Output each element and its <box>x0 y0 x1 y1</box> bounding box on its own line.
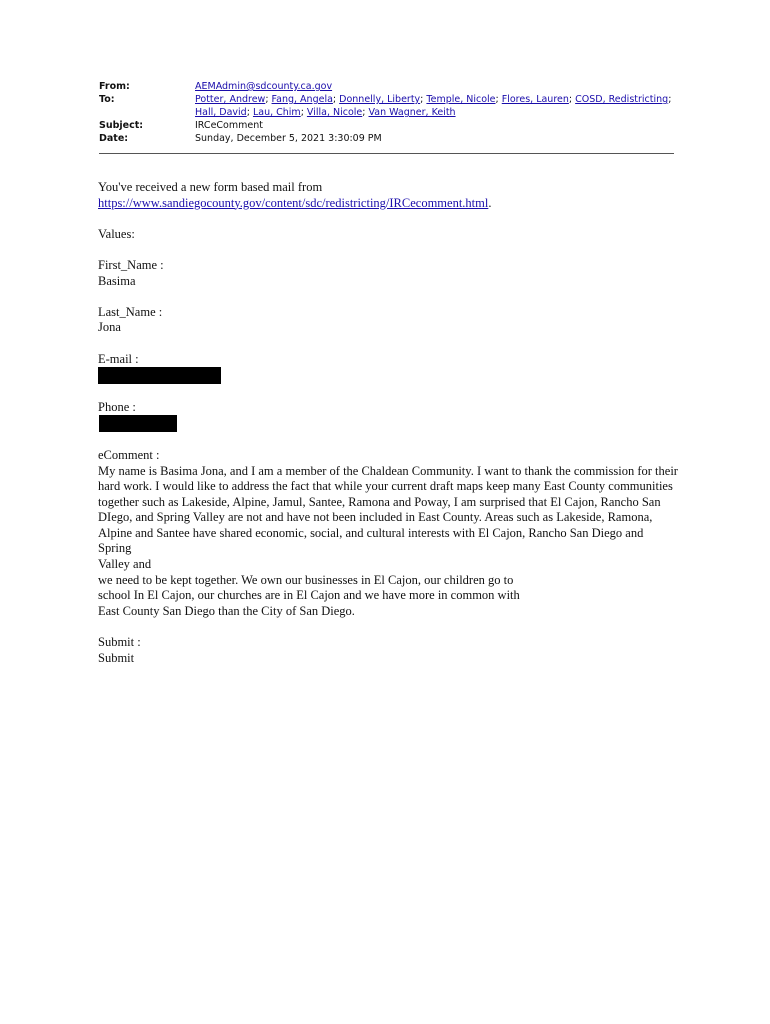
email-body <box>98 180 678 682</box>
recipient-list: Potter, Andrew; Fang, Angela; Donnelly, Liberty; Temple, Nicole; Flores, Lauren; COSD, Redistricting; Hall, David; Lau, Chim; Villa, Nicole; Van Wagner, Keith <box>195 94 672 118</box>
recipient-link[interactable]: COSD, Redistricting <box>575 94 669 105</box>
recipient-link[interactable]: Flores, Lauren <box>501 94 569 105</box>
subject-row <box>99 119 674 132</box>
email-header <box>99 80 674 145</box>
recipient-link[interactable]: Donnelly, Liberty <box>339 94 421 105</box>
ecomment-line: East County San Diego than the City of San Diego. <box>98 603 355 618</box>
recipient-link[interactable]: Temple, Nicole <box>426 94 496 105</box>
submit-value: Submit <box>98 650 135 665</box>
values-label: Values: <box>98 226 135 241</box>
subject-label: Subject: <box>99 120 144 131</box>
subject-value: IRCeComment <box>195 120 263 131</box>
ecomment-line: My name is Basima Jona, and I am a member of the Chaldean Community. I want to thank the commission for their <box>98 463 678 478</box>
date-row <box>99 132 674 145</box>
from-row <box>99 80 674 93</box>
email-field <box>98 352 678 385</box>
recipient-link[interactable]: Van Wagner, Keith <box>368 107 456 118</box>
last-name-value: Jona <box>98 320 121 335</box>
last-name-field <box>98 305 678 336</box>
last-name-label: Last_Name : <box>98 304 163 319</box>
phone-field <box>98 400 678 433</box>
intro-paragraph <box>98 180 678 211</box>
recipient-link[interactable]: Villa, Nicole <box>306 107 363 118</box>
ecomment-line: together such as Lakeside, Alpine, Jamul, Santee, Ramona and Poway, I am surprised that El Cajon, Rancho San <box>98 494 661 509</box>
first-name-field <box>98 258 678 289</box>
first-name-value: Basima <box>98 273 136 288</box>
recipient-link[interactable]: Potter, Andrew <box>195 94 266 105</box>
ecomment-line: Alpine and Santee have shared economic, social, and cultural interests with El Cajon, Rancho San Diego and Spring <box>98 525 644 556</box>
email-redaction <box>98 367 221 384</box>
recipient-link[interactable]: Fang, Angela <box>271 94 333 105</box>
ecomment-line: Valley and <box>98 557 152 572</box>
phone-redaction <box>99 415 177 432</box>
from-label: From: <box>99 81 130 92</box>
date-value: Sunday, December 5, 2021 3:30:09 PM <box>195 133 382 144</box>
recipient-link[interactable]: Hall, David <box>195 107 247 118</box>
intro-period: . <box>488 195 492 210</box>
to-row <box>99 93 674 119</box>
form-url-link[interactable]: https://www.sandiegocounty.gov/content/sdc/redistricting/IRCecomment.html <box>98 195 489 210</box>
intro-text: You've received a new form based mail from <box>98 180 323 194</box>
from-address-link[interactable]: AEMAdmin@sdcounty.ca.gov <box>195 81 333 92</box>
email-label: E-mail : <box>98 351 139 366</box>
to-label: To: <box>99 94 115 105</box>
ecomment-line: hard work. I would like to address the fact that while your current draft maps keep many East County communities <box>98 479 673 494</box>
submit-label: Submit : <box>98 635 141 650</box>
ecomment-field <box>98 448 678 620</box>
header-divider <box>99 153 674 154</box>
ecomment-line: we need to be kept together. We own our businesses in El Cajon, our children go to <box>98 572 514 587</box>
first-name-label: First_Name : <box>98 257 164 272</box>
date-label: Date: <box>99 133 129 144</box>
ecomment-label: eComment : <box>98 447 160 462</box>
submit-field <box>98 635 678 666</box>
ecomment-line: DIego, and Spring Valley are not and have not been included in East County. Areas such as Lakeside, Ramona, <box>98 510 653 525</box>
phone-label: Phone : <box>98 399 136 414</box>
ecomment-line: school In El Cajon, our churches are in El Cajon and we have more in common with <box>98 588 520 603</box>
recipient-link[interactable]: Lau, Chim <box>252 107 301 118</box>
